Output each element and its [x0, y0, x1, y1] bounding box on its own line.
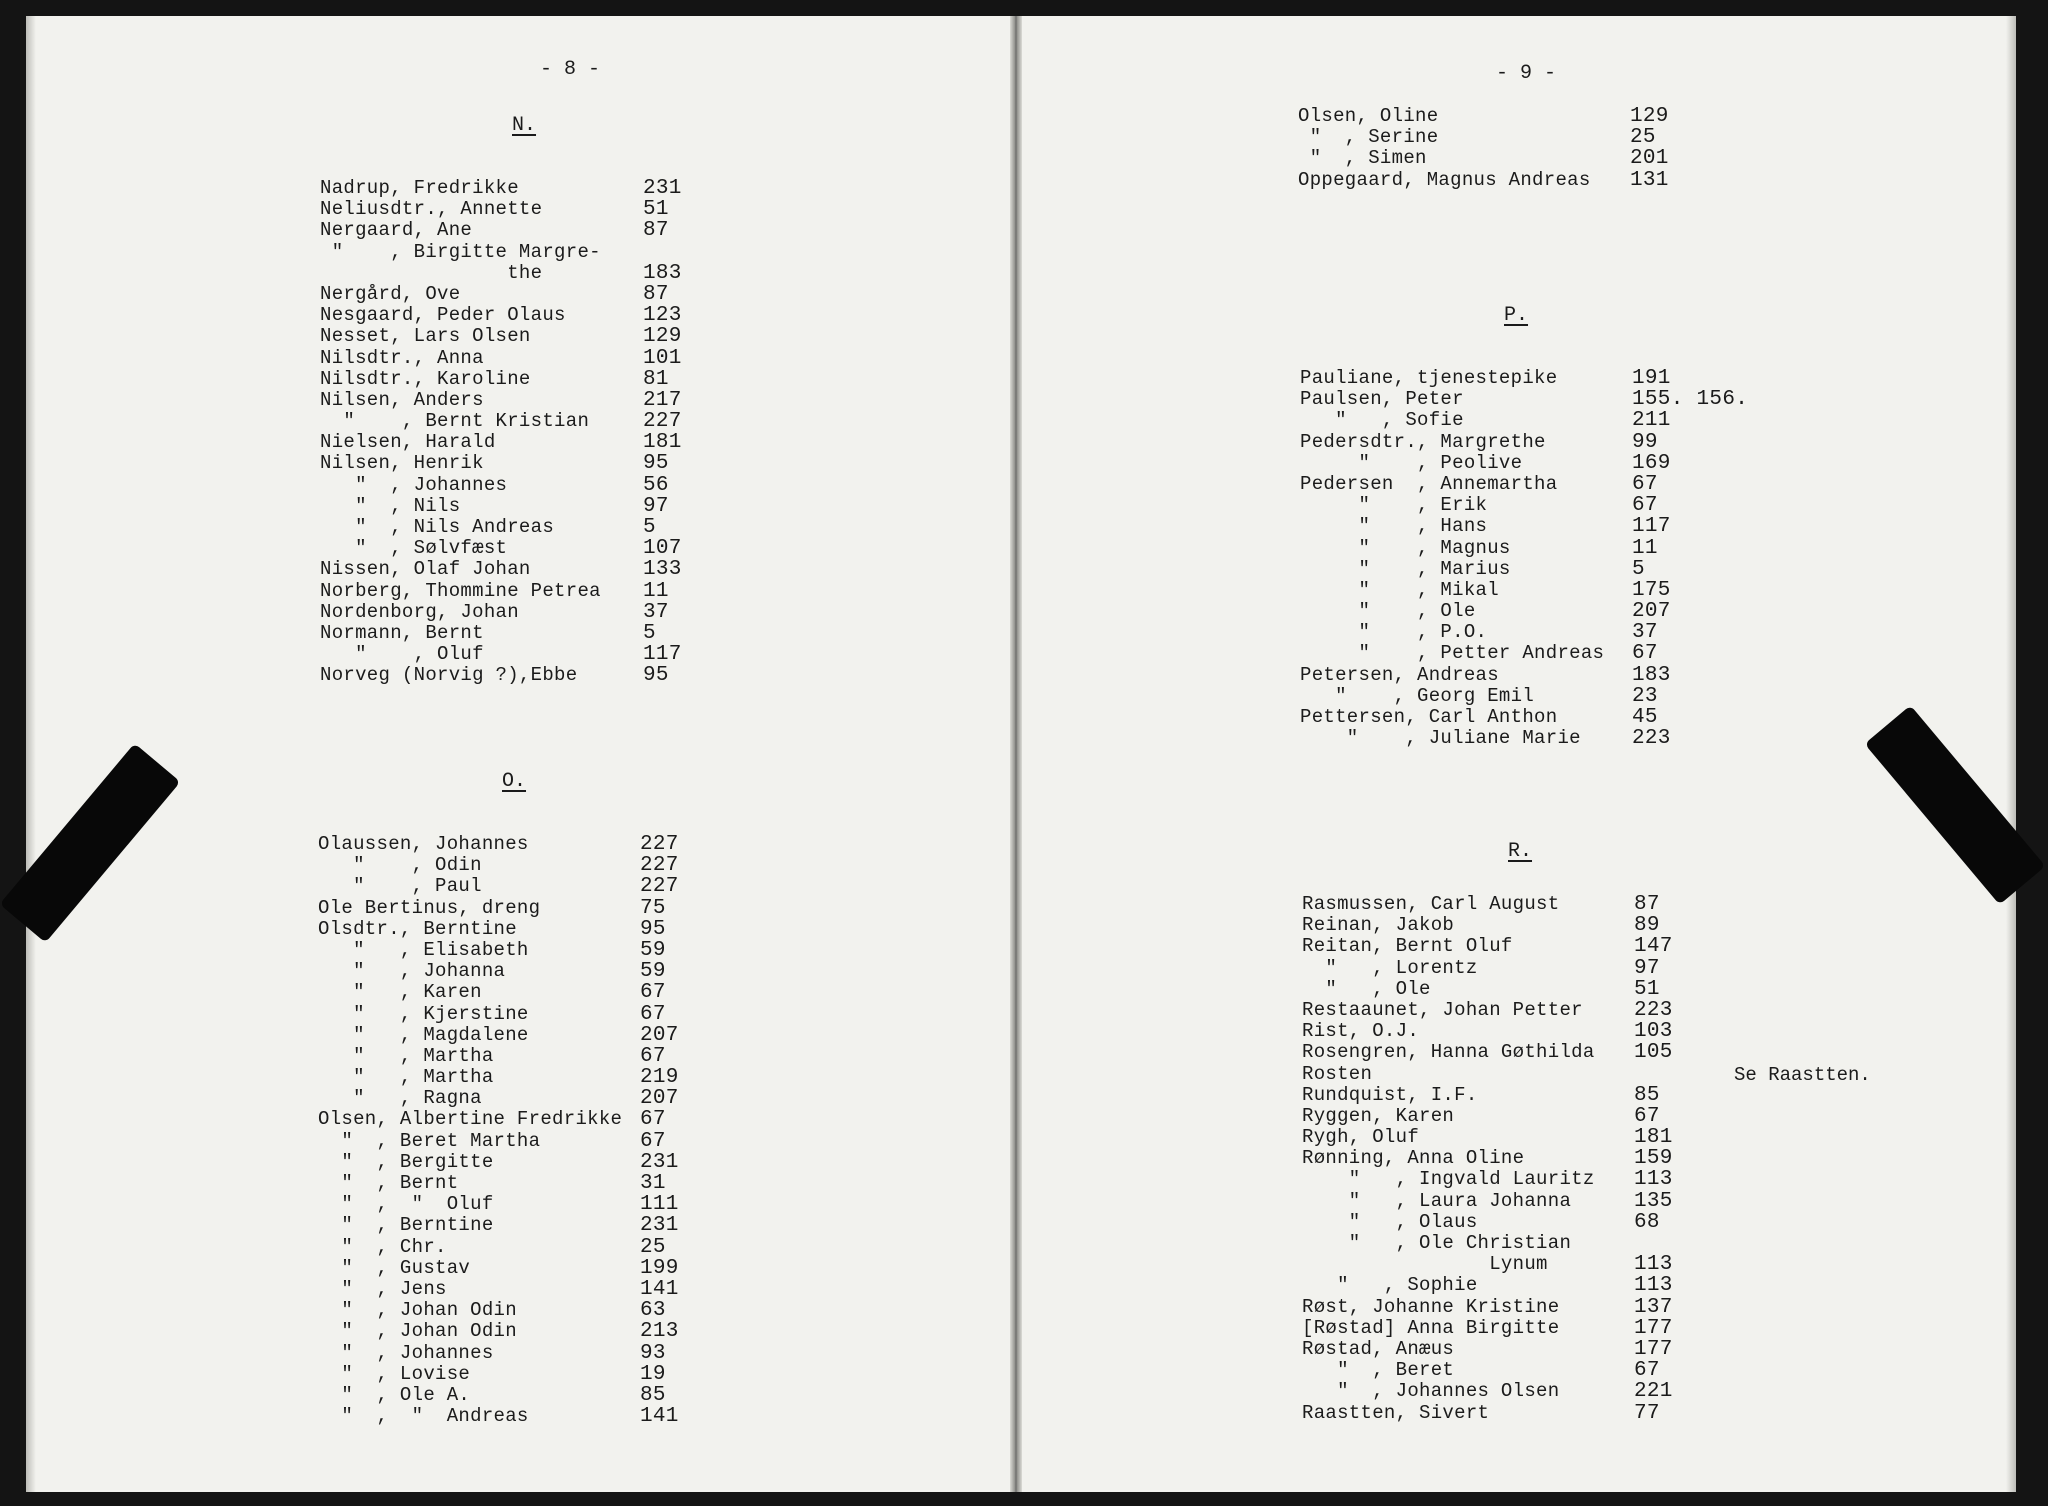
index-names-o-cont — [1298, 106, 1591, 191]
index-entry-page: 155. 156. — [1632, 388, 1749, 412]
index-entry-name: Oppegaard, Magnus Andreas — [1298, 168, 1591, 191]
index-entry-page: 67 — [640, 1108, 666, 1132]
index-entry-page: 87 — [1634, 893, 1660, 916]
page-number-right: - 9 - — [1496, 62, 1557, 85]
index-entry-name: " , Berntine — [318, 1214, 494, 1237]
index-entry-name: Nergård, Ove — [320, 282, 461, 305]
index-entry-page: 137 — [1634, 1295, 1673, 1319]
index-entry-name: Olsen, Albertine Fredrikke — [318, 1108, 623, 1131]
index-entry-page: 181 — [643, 431, 682, 455]
index-entry-page: 5 — [643, 621, 656, 645]
index-entry-name: [Røstad] Anna Birgitte — [1302, 1316, 1560, 1339]
index-pages-n — [643, 178, 682, 687]
index-entry-name: " , Georg Emil — [1300, 684, 1535, 707]
index-entry-name: " , Petter Andreas — [1300, 642, 1605, 665]
index-entry-page — [1634, 1064, 1673, 1085]
index-entry-name: Ole Bertinus, dreng — [318, 896, 541, 919]
index-entry-page: 75 — [640, 896, 666, 920]
index-entry-name: " , " Oluf — [318, 1193, 494, 1216]
index-entry-name: " , Ole — [1302, 977, 1431, 1000]
index-entry-page: 207 — [1632, 600, 1671, 624]
index-entry-name: Røst, Johanne Kristine — [1302, 1295, 1560, 1318]
index-entry-page: 207 — [640, 1023, 679, 1047]
index-entry-name: " , P.O. — [1300, 621, 1488, 644]
index-entry-name: " , Johannes Olsen — [1302, 1380, 1560, 1403]
index-entry-page: 201 — [1630, 147, 1669, 171]
index-entry-page: 231 — [643, 177, 682, 200]
index-entry-page: 231 — [640, 1214, 679, 1238]
index-entry-page: 67 — [640, 1044, 666, 1068]
index-entry-page: 89 — [1634, 914, 1660, 938]
index-entry-page: 111 — [640, 1193, 679, 1217]
page-number-left: - 8 - — [540, 58, 601, 81]
index-entry-page: 191 — [1632, 367, 1671, 390]
index-entry-page: 59 — [640, 960, 666, 984]
index-entry-name: " , Beret Martha — [318, 1129, 541, 1152]
index-entry-name: Petersen, Andreas — [1300, 663, 1499, 686]
index-entry-name: Reinan, Jakob — [1302, 914, 1455, 937]
index-entry-name: Nilsdtr., Karoline — [320, 367, 531, 390]
index-entry-page: 223 — [1632, 727, 1671, 751]
index-entry-name: " , Ole Christian — [1302, 1232, 1572, 1254]
index-entry-name: Rist, O.J. — [1302, 1020, 1420, 1043]
index-entry-page: 31 — [640, 1172, 666, 1195]
index-entry-name: " , Erik — [1300, 494, 1488, 517]
index-entry-name: Pedersen , Annemartha — [1300, 472, 1558, 495]
index-entry-name: Ryggen, Karen — [1302, 1104, 1455, 1127]
index-entry-name: " , Kjerstine — [318, 1002, 529, 1025]
index-entry-page: 135 — [1634, 1189, 1673, 1213]
index-names-p — [1300, 368, 1604, 749]
index-entry-name: " , Ole A. — [318, 1383, 471, 1406]
index-entry-page: 95 — [643, 452, 669, 476]
index-entry-name: Rygh, Oluf — [1302, 1126, 1420, 1149]
index-entry-name: " , Odin — [318, 854, 482, 877]
index-entry-name: " , Juliane Marie — [1300, 727, 1581, 750]
index-entry-page: 85 — [640, 1383, 666, 1407]
index-entry-page: 117 — [643, 643, 682, 667]
book-spine — [1010, 16, 1022, 1492]
index-entry-page: 19 — [640, 1362, 666, 1386]
index-entry-page: 169 — [1632, 451, 1671, 475]
index-entry-page: 113 — [1634, 1274, 1673, 1298]
index-entry-page — [1634, 1233, 1673, 1254]
index-entry-page: 95 — [643, 664, 669, 688]
index-entry-page: 97 — [643, 494, 669, 518]
index-entry-name: Norberg, Thommine Petrea — [320, 579, 601, 602]
index-entry-name: " , Johan Odin — [318, 1299, 517, 1322]
index-names-n — [320, 178, 601, 687]
index-pages-r — [1634, 894, 1673, 1424]
index-entry-page: 67 — [1634, 1104, 1660, 1128]
index-entry-page: 207 — [640, 1087, 679, 1111]
index-entry-page: 227 — [640, 854, 679, 878]
index-entry-page: 45 — [1632, 706, 1658, 729]
index-entry-name: Raastten, Sivert — [1302, 1401, 1490, 1424]
index-entry-page: 63 — [640, 1299, 666, 1323]
index-entry-name: " , Paul — [318, 875, 482, 898]
index-entry-page: 223 — [1634, 998, 1673, 1022]
index-entry-name: Nergaard, Ane — [320, 219, 473, 242]
section-heading-p: P. — [1504, 304, 1529, 327]
index-entry-page: 113 — [1634, 1253, 1673, 1277]
index-entry-page: 97 — [1634, 956, 1660, 980]
index-entry-name: Neliusdtr., Annette — [320, 198, 543, 221]
index-entry-name: Nilsdtr., Anna — [320, 346, 484, 369]
section-heading-r: R. — [1508, 840, 1533, 863]
index-entry-name: " , Peolive — [1300, 451, 1523, 474]
index-entry-name: " , Sophie — [1302, 1274, 1478, 1297]
index-entry-page: 67 — [1632, 472, 1658, 496]
index-entry-page: 141 — [640, 1405, 679, 1429]
index-entry-page: 133 — [643, 558, 682, 582]
index-entry-name: Rønning, Anna Oline — [1302, 1147, 1525, 1170]
index-entry-page: 67 — [1634, 1359, 1660, 1383]
index-entry-name: " , Sofie — [1300, 409, 1464, 432]
index-entry-name: Nissen, Olaf Johan — [320, 558, 531, 581]
index-entry-name: Reitan, Bernt Oluf — [1302, 935, 1513, 958]
index-entry-name: Pettersen, Carl Anthon — [1300, 706, 1558, 728]
index-entry-name: " , Johan Odin — [318, 1320, 517, 1343]
index-entry-page: 213 — [640, 1320, 679, 1344]
index-entry-name: Nilsen, Anders — [320, 388, 484, 411]
section-heading-n: N. — [512, 114, 537, 137]
index-entry-name: " , Magnus — [1300, 536, 1511, 559]
index-entry-page: 67 — [640, 981, 666, 1005]
index-entry-name: " , Johannes — [318, 1341, 494, 1364]
index-entry-page: 67 — [1632, 494, 1658, 518]
left-page-edge — [26, 16, 36, 1492]
index-entry-page: 99 — [1632, 430, 1658, 454]
index-entry-page: 141 — [640, 1277, 679, 1301]
index-entry-page: 87 — [643, 282, 669, 306]
index-entry-name: " , Hans — [1300, 515, 1488, 538]
index-entry-page: 219 — [640, 1066, 679, 1090]
index-pages-p — [1632, 368, 1748, 749]
index-entry-name: " , Olaus — [1302, 1210, 1478, 1233]
index-entry-page: 147 — [1634, 935, 1673, 959]
index-entry-name: " , Mikal — [1300, 578, 1499, 601]
index-entry-page: 56 — [643, 473, 669, 497]
index-entry-name: Paulsen, Peter — [1300, 388, 1464, 411]
index-entry-name: the — [320, 261, 543, 284]
index-entry-name: Lynum — [1302, 1253, 1548, 1276]
index-entry-name: " , Sølvfæst — [320, 537, 508, 560]
index-entry-name: Rasmussen, Carl August — [1302, 893, 1560, 915]
index-entry-page: 227 — [640, 875, 679, 899]
index-entry-page: 37 — [643, 600, 669, 624]
index-entry-page: 117 — [1632, 515, 1671, 539]
index-entry-name: " , Nils Andreas — [320, 516, 555, 538]
index-entry-name: " , Gustav — [318, 1256, 471, 1279]
index-entry-name: " , Oluf — [320, 643, 484, 666]
index-entry-page: 177 — [1634, 1316, 1673, 1340]
index-pages-o — [640, 834, 679, 1427]
index-entry-page: 131 — [1630, 168, 1669, 192]
index-entry-page: 177 — [1634, 1337, 1673, 1361]
index-entry-page: 103 — [1634, 1020, 1673, 1044]
index-entry-name: Nadrup, Fredrikke — [320, 177, 519, 199]
index-entry-name: Nordenborg, Johan — [320, 600, 519, 623]
index-entry-name: Nesset, Lars Olsen — [320, 325, 531, 348]
index-entry-page: 227 — [643, 410, 682, 434]
index-entry-page: 59 — [640, 938, 666, 962]
index-entry-name: Olsen, Oline — [1298, 105, 1439, 127]
index-entry-page: 77 — [1634, 1401, 1660, 1425]
index-entry-name: " , Ragna — [318, 1087, 482, 1110]
section-heading-o: O. — [502, 770, 527, 793]
index-entry-name: Pedersdtr., Margrethe — [1300, 430, 1546, 453]
index-entry-page: 87 — [643, 219, 669, 243]
index-pages-o-cont — [1630, 106, 1669, 191]
index-entry-name: " , Martha — [318, 1066, 494, 1089]
index-entry-name: " , Serine — [1298, 126, 1439, 149]
index-entry-name: " , Johannes — [320, 473, 508, 496]
index-entry-page — [643, 242, 682, 263]
index-entry-name: Norveg (Norvig ?),Ebbe — [320, 664, 578, 687]
index-entry-page: 25 — [640, 1235, 666, 1259]
index-entry-name: " , Jens — [318, 1277, 447, 1300]
index-entry-page: 5 — [643, 516, 656, 539]
index-entry-name: " , " Andreas — [318, 1405, 529, 1428]
index-entry-name: Røstad, Anæus — [1302, 1337, 1455, 1360]
index-entry-name: Olsdtr., Berntine — [318, 917, 517, 940]
index-entry-page: 11 — [643, 579, 669, 603]
index-entry-page: 217 — [643, 388, 682, 412]
index-entry-name: " , Nils — [320, 494, 461, 517]
index-entry-page: 81 — [643, 367, 669, 391]
index-entry-page: 93 — [640, 1341, 666, 1365]
index-entry-name: " , Marius — [1300, 557, 1511, 580]
index-entry-page: 11 — [1632, 536, 1658, 560]
index-entry-page: 181 — [1634, 1126, 1673, 1150]
index-entry-page: 67 — [640, 1129, 666, 1153]
index-entry-page: 113 — [1634, 1168, 1673, 1192]
index-entry-name: Olaussen, Johannes — [318, 833, 529, 855]
index-entry-name: " , Birgitte Margre- — [320, 240, 601, 263]
index-entry-name: Nielsen, Harald — [320, 431, 496, 454]
index-entry-page: 51 — [643, 198, 669, 222]
index-entry-name: Rosengren, Hanna Gøthilda — [1302, 1041, 1595, 1064]
index-entry-name: " , Chr. — [318, 1235, 447, 1258]
index-entry-name: " , Lorentz — [1302, 956, 1478, 979]
index-entry-name: " , Ingvald Lauritz — [1302, 1168, 1595, 1191]
index-entry-name: Nesgaard, Peder Olaus — [320, 304, 566, 327]
index-names-r — [1302, 894, 1595, 1424]
index-entry-name: Rosten — [1302, 1062, 1373, 1085]
index-entry-name: " , Simen — [1298, 147, 1427, 170]
index-entry-name: Pauliane, tjenestepike — [1300, 367, 1558, 389]
index-entry-name: " , Elisabeth — [318, 938, 529, 961]
index-entry-page: 123 — [643, 304, 682, 328]
index-entry-name: Rundquist, I.F. — [1302, 1083, 1478, 1106]
index-entry-page: 227 — [640, 833, 679, 856]
index-entry-page: 68 — [1634, 1210, 1660, 1234]
index-entry-page: 159 — [1634, 1147, 1673, 1171]
index-entry-page: 129 — [643, 325, 682, 349]
index-entry-name: " , Beret — [1302, 1359, 1455, 1382]
index-entry-name: Normann, Bernt — [320, 621, 484, 644]
index-entry-name: " , Bergitte — [318, 1150, 494, 1173]
index-entry-name: " , Martha — [318, 1044, 494, 1067]
index-entry-page: 211 — [1632, 409, 1671, 433]
index-entry-page: 175 — [1632, 578, 1671, 602]
right-page-edge — [2006, 16, 2016, 1492]
index-entry-page: 37 — [1632, 621, 1658, 645]
index-entry-page: 25 — [1630, 126, 1656, 150]
index-entry-page: 67 — [640, 1002, 666, 1026]
index-entry-page: 129 — [1630, 105, 1669, 128]
index-entry-page: 105 — [1634, 1041, 1673, 1065]
index-entry-page: 5 — [1632, 557, 1645, 581]
index-names-o — [318, 834, 622, 1427]
index-entry-page: 85 — [1634, 1083, 1660, 1107]
index-entry-page: 95 — [640, 917, 666, 941]
index-entry-name: " , Bernt Kristian — [320, 410, 590, 433]
index-entry-page: 183 — [1632, 663, 1671, 687]
index-entry-name: " , Johanna — [318, 960, 506, 983]
index-entry-name: " , Magdalene — [318, 1023, 529, 1046]
index-entry-name: " , Lovise — [318, 1362, 471, 1385]
index-entry-page: 231 — [640, 1150, 679, 1174]
index-entry-name: Nilsen, Henrik — [320, 452, 484, 475]
index-entry-page: 199 — [640, 1256, 679, 1280]
index-entry-name: " , Karen — [318, 981, 482, 1004]
index-entry-name: " , Bernt — [318, 1172, 459, 1194]
index-entry-page: 221 — [1634, 1380, 1673, 1404]
index-entry-page: 107 — [643, 537, 682, 561]
index-entry-page: 67 — [1632, 642, 1658, 666]
index-entry-name: " , Laura Johanna — [1302, 1189, 1572, 1212]
see-reference-note: Se Raastten. — [1734, 1064, 1871, 1086]
index-entry-page: 51 — [1634, 977, 1660, 1001]
index-entry-page: 101 — [643, 346, 682, 370]
index-entry-page: 23 — [1632, 684, 1658, 708]
index-entry-page: 183 — [643, 261, 682, 285]
index-entry-name: " , Ole — [1300, 600, 1476, 623]
index-entry-name: Restaaunet, Johan Petter — [1302, 998, 1583, 1021]
